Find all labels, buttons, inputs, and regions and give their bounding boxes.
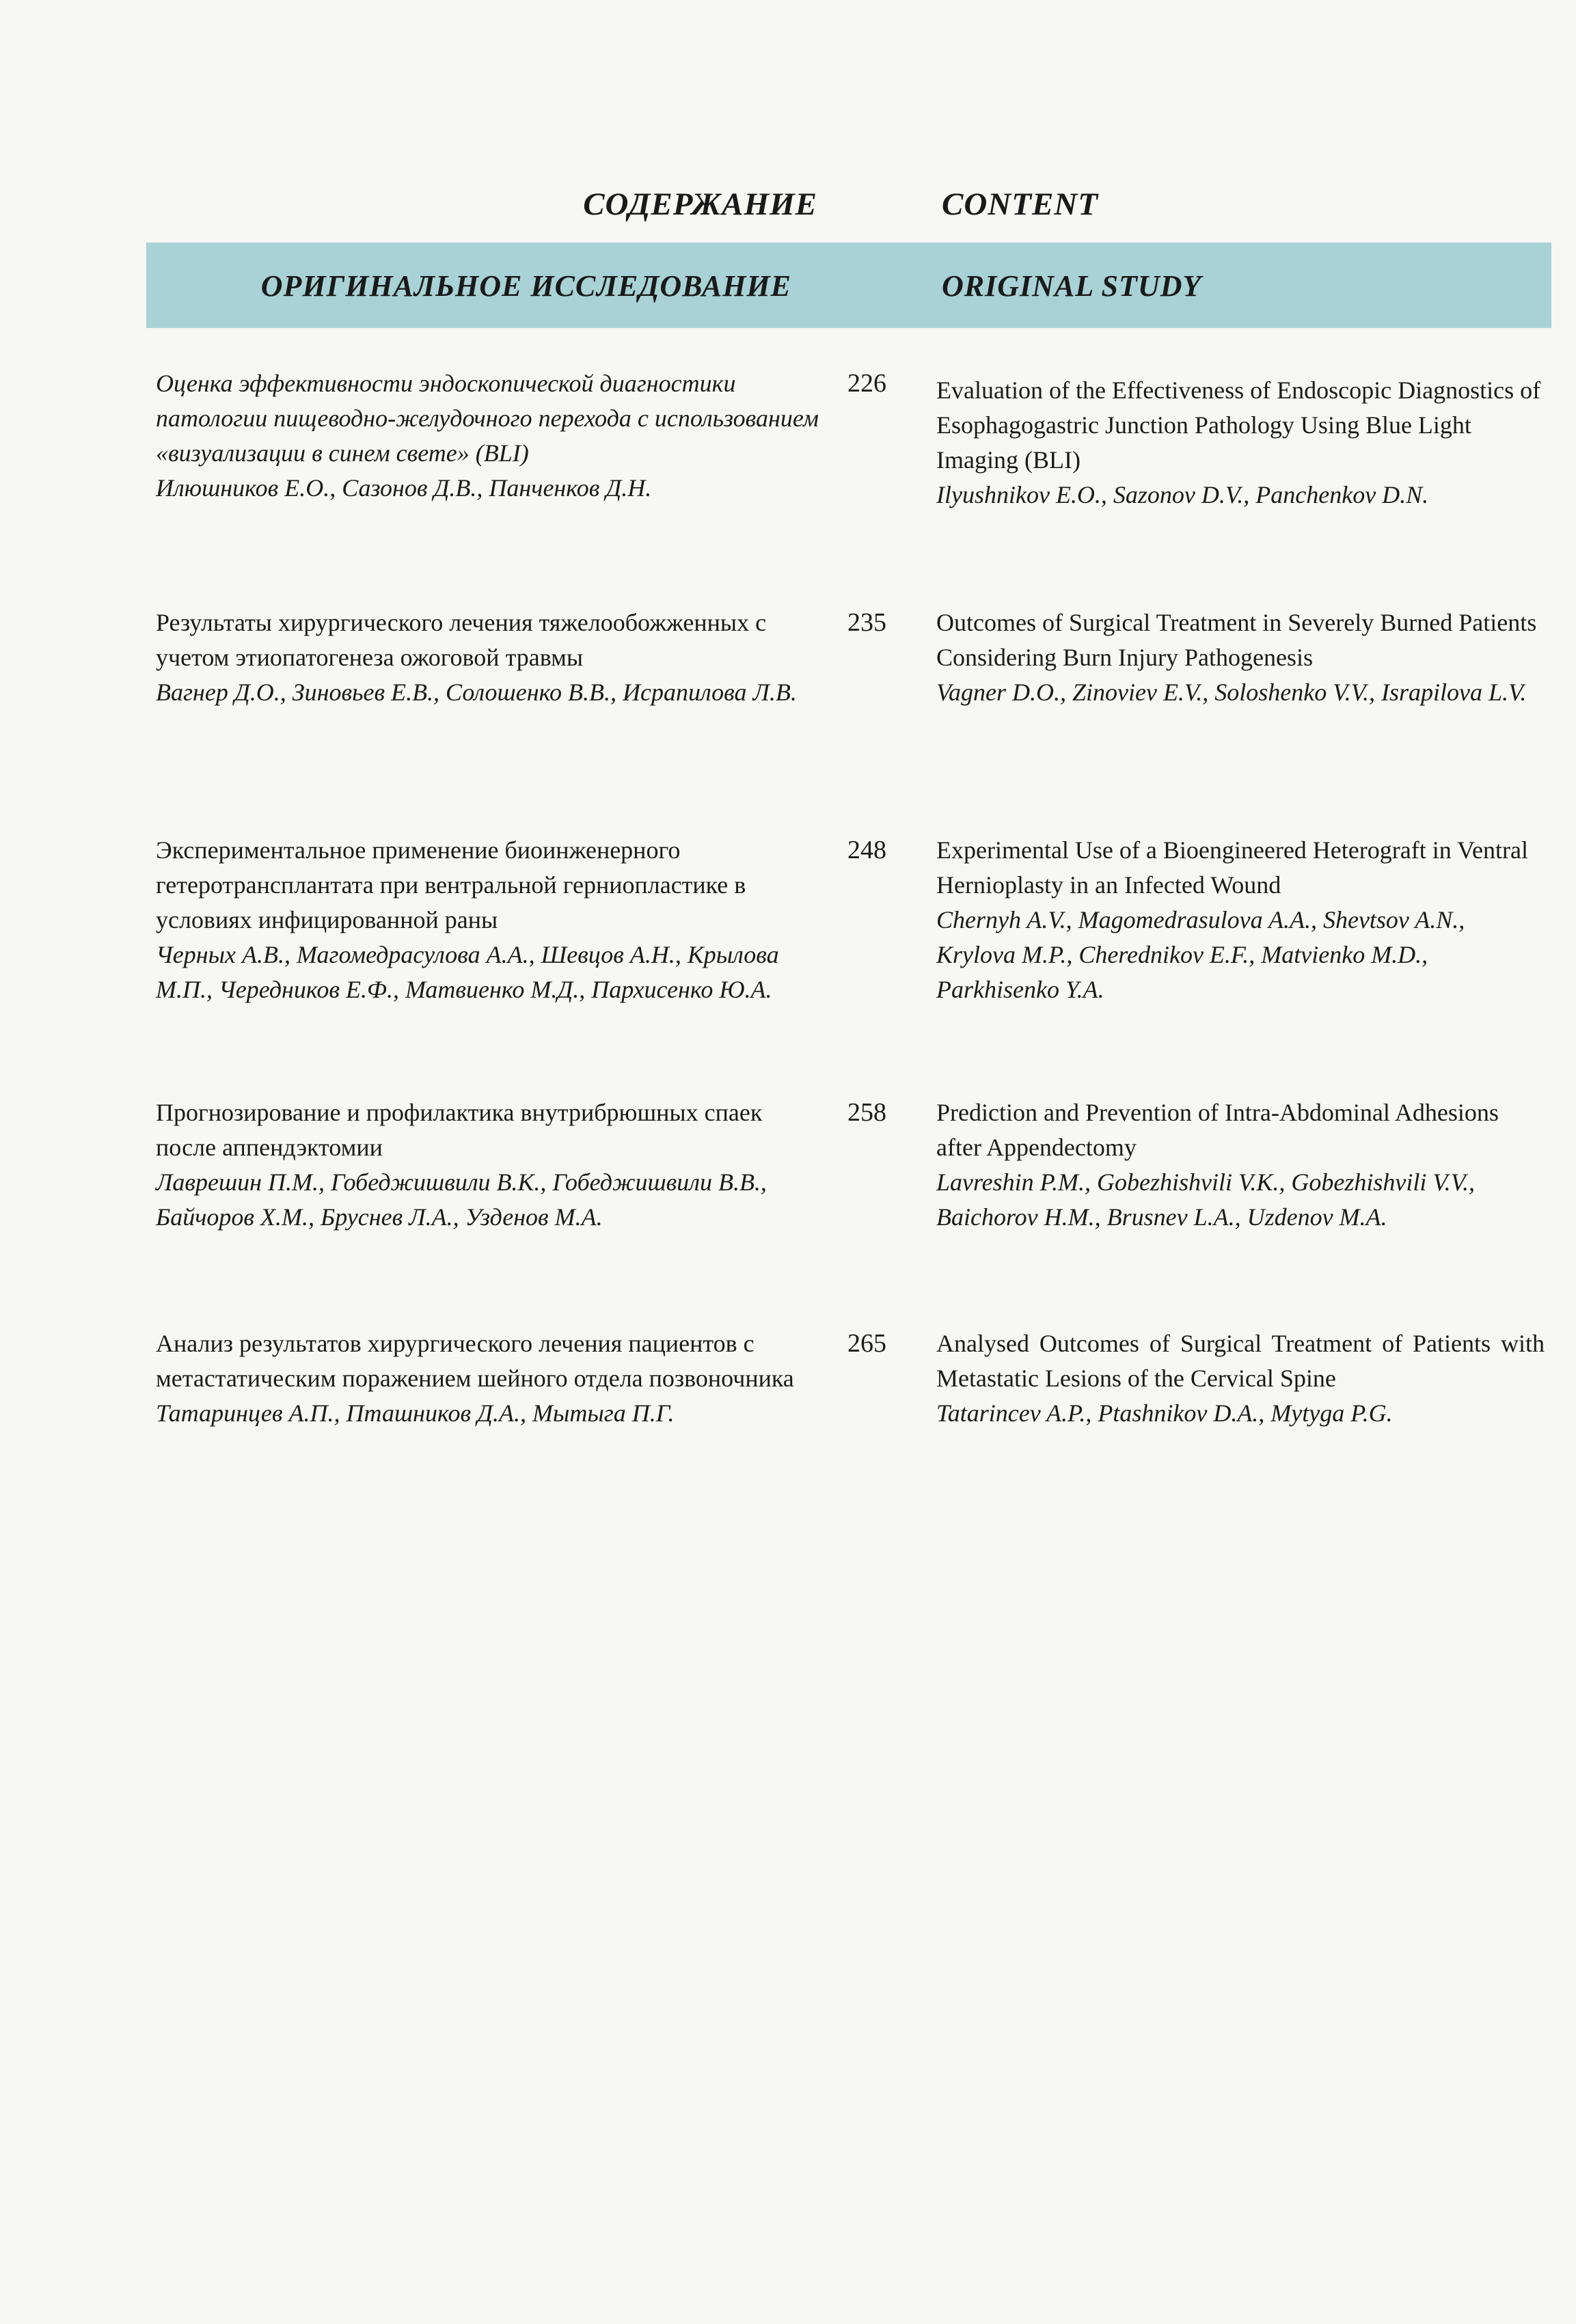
entry-authors-ru: Татаринцев А.П., Пташников Д.А., Мытыга П.Г. [156, 1399, 675, 1427]
entry-ru [156, 366, 826, 506]
entry-title-en: Prediction and Prevention of Intra-Abdominal Adhesions after Appendectomy [936, 1099, 1499, 1161]
entry-en [936, 605, 1545, 710]
entry-title-ru: Результаты хирургического лечения тяжелообожженных с учетом этиопатогенеза ожоговой травмы [156, 609, 767, 671]
entry-page-number[interactable]: 226 [847, 369, 886, 398]
entry-page-number[interactable]: 235 [847, 608, 886, 637]
entry-authors-en: Chernyh A.V., Magomedrasulova A.A., Shevtsov A.N., Krylova M.P., Cherednikov E.F., Matvienko M.D., Parkhisenko Y.A. [936, 906, 1465, 1003]
entry-page-number[interactable]: 258 [847, 1098, 886, 1127]
entry-authors-ru: Черных А.В., Магомедрасулова А.А., Шевцов А.Н., Крылова М.П., Чередников Е.Ф., Матвиенко М.Д., Пархисенко Ю.А. [156, 941, 779, 1003]
entry-authors-ru: Лаврешин П.М., Гобеджишвили В.К., Гобеджишвили В.В., Байчоров Х.М., Бруснев Л.А., Узденов М.А. [156, 1168, 767, 1231]
heading-ru: СОДЕРЖАНИЕ [583, 187, 817, 222]
heading-en: CONTENT [942, 187, 1098, 222]
entry-title-en: Experimental Use of a Bioengineered Heterograft in Ventral Hernioplasty in an Infected Wound [936, 836, 1529, 899]
entry-title-en: Analysed Outcomes of Surgical Treatment of Patients with Metastatic Lesions of the Cervical Spine [936, 1330, 1545, 1392]
entry-en [936, 1095, 1545, 1235]
entry-title-ru: Анализ результатов хирургического лечения пациентов с метастатическим поражением шейного отдела позвоночника [156, 1330, 794, 1392]
entry-title-ru: Экспериментальное применение биоинженерного гетеротрансплантата при вентральной герниопластике в условиях инфицированной раны [156, 836, 746, 933]
entry-title-ru: Оценка эффективности эндоскопической диагностики патологии пищеводно-желудочного перехода с использованием «визуализации в синем свете» (BLI) [156, 370, 819, 467]
entry-page-number[interactable]: 265 [847, 1329, 886, 1358]
entry-title-ru: Прогнозирование и профилактика внутрибрюшных спаек после аппендэктомии [156, 1099, 763, 1161]
entry-en [936, 373, 1545, 512]
entry-authors-en: Lavreshin P.M., Gobezhishvili V.K., Gobezhishvili V.V., Baichorov H.M., Brusnev L.A., Uzdenov M.A. [936, 1168, 1476, 1231]
entry-ru [156, 605, 826, 710]
entry-title-en: Evaluation of the Effectiveness of Endoscopic Diagnostics of Esophagogastric Junction Pathology Using Blue Light Imaging (BLI) [936, 377, 1541, 474]
entry-authors-ru: Илюшников Е.О., Сазонов Д.В., Панченков Д.Н. [156, 474, 652, 502]
entry-ru [156, 1326, 826, 1431]
entry-authors-en: Vagner D.O., Zinoviev E.V., Soloshenko V.V., Israpilova L.V. [936, 679, 1527, 706]
entry-ru [156, 1095, 826, 1235]
section-band [146, 243, 1551, 328]
section-title-en: ORIGINAL STUDY [942, 269, 1202, 303]
entry-en [936, 1326, 1545, 1431]
entry-en [936, 833, 1545, 1007]
entry-title-en: Outcomes of Surgical Treatment in Severely Burned Patients Considering Burn Injury Pathogenesis [936, 609, 1537, 671]
section-title-ru: ОРИГИНАЛЬНОЕ ИССЛЕДОВАНИЕ [260, 269, 791, 303]
entry-authors-ru: Вагнер Д.О., Зиновьев Е.В., Солошенко В.В., Исрапилова Л.В. [156, 679, 797, 706]
entry-ru [156, 833, 826, 1007]
entry-authors-en: Tatarincev A.P., Ptashnikov D.A., Mytyga P.G. [936, 1399, 1393, 1427]
entry-authors-en: Ilyushnikov E.O., Sazonov D.V., Panchenkov D.N. [936, 481, 1429, 508]
entry-page-number[interactable]: 248 [847, 836, 886, 864]
